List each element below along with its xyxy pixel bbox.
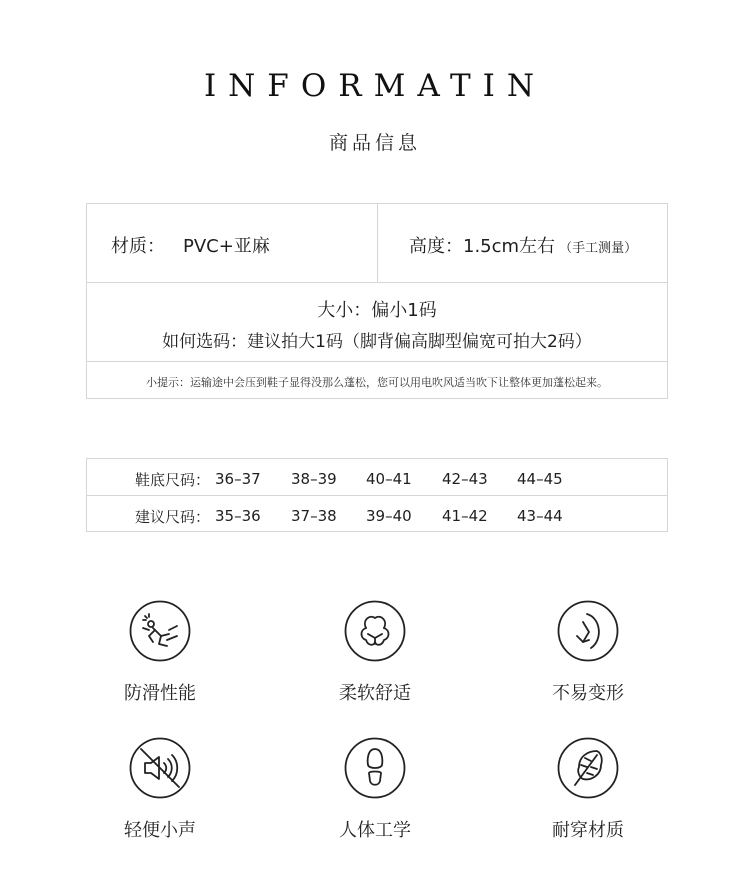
feature-durable	[518, 737, 658, 842]
feature-label: 轻便小声	[124, 820, 196, 841]
size-cell: 35–36	[215, 507, 261, 525]
feature-ergonomic	[305, 737, 445, 842]
anti-slip-icon	[129, 600, 191, 662]
tip-line: 小提示：运输途中会压到鞋子显得没那么蓬松，您可以用电吹风适当吹下让整体更加蓬松起来。	[146, 376, 608, 389]
size-cell: 42–43	[442, 470, 488, 488]
material-value: PVC+亚麻	[183, 236, 270, 257]
feature-anti-slip	[90, 600, 230, 705]
size-row-label: 建议尺码：	[135, 508, 211, 526]
elastic-icon	[557, 600, 619, 662]
size-table	[86, 458, 668, 532]
size-cell: 40–41	[366, 470, 412, 488]
height-note: （手工测量）	[559, 241, 638, 256]
choose-size-line: 如何选码：建议拍大1码（脚背偏高脚型偏宽可拍大2码）	[162, 332, 592, 352]
size-row-label: 鞋底尺码：	[135, 471, 211, 489]
feature-label: 不易变形	[552, 683, 624, 704]
page-title: INFORMATIN	[203, 68, 547, 104]
feature-label: 柔软舒适	[339, 683, 411, 704]
info-divider	[377, 204, 378, 282]
size-row-sole	[87, 459, 667, 496]
height-label: 高度：	[409, 236, 463, 257]
mute-icon	[129, 737, 191, 799]
cotton-icon	[344, 600, 406, 662]
size-cell: 37–38	[291, 507, 337, 525]
size-cell: 43–44	[517, 507, 563, 525]
feature-quiet	[90, 737, 230, 842]
feature-label: 防滑性能	[124, 683, 196, 704]
size-line: 大小：偏小1码	[317, 300, 437, 321]
size-row-suggested	[87, 496, 667, 532]
feature-label: 人体工学	[339, 820, 411, 841]
product-info-table	[86, 203, 668, 399]
size-cell: 38–39	[291, 470, 337, 488]
material-label: 材质：	[111, 236, 165, 257]
footprint-icon	[344, 737, 406, 799]
material-cell	[111, 232, 270, 258]
leaf-icon	[557, 737, 619, 799]
page-subtitle: 商品信息	[328, 132, 421, 154]
feature-soft	[305, 600, 445, 705]
size-cell: 36–37	[215, 470, 261, 488]
feature-no-deform	[518, 600, 658, 705]
size-cell: 44–45	[517, 470, 563, 488]
size-cell: 41–42	[442, 507, 488, 525]
feature-label: 耐穿材质	[552, 820, 624, 841]
height-cell	[409, 232, 637, 258]
height-value: 1.5cm左右	[463, 236, 556, 257]
size-cell: 39–40	[366, 507, 412, 525]
